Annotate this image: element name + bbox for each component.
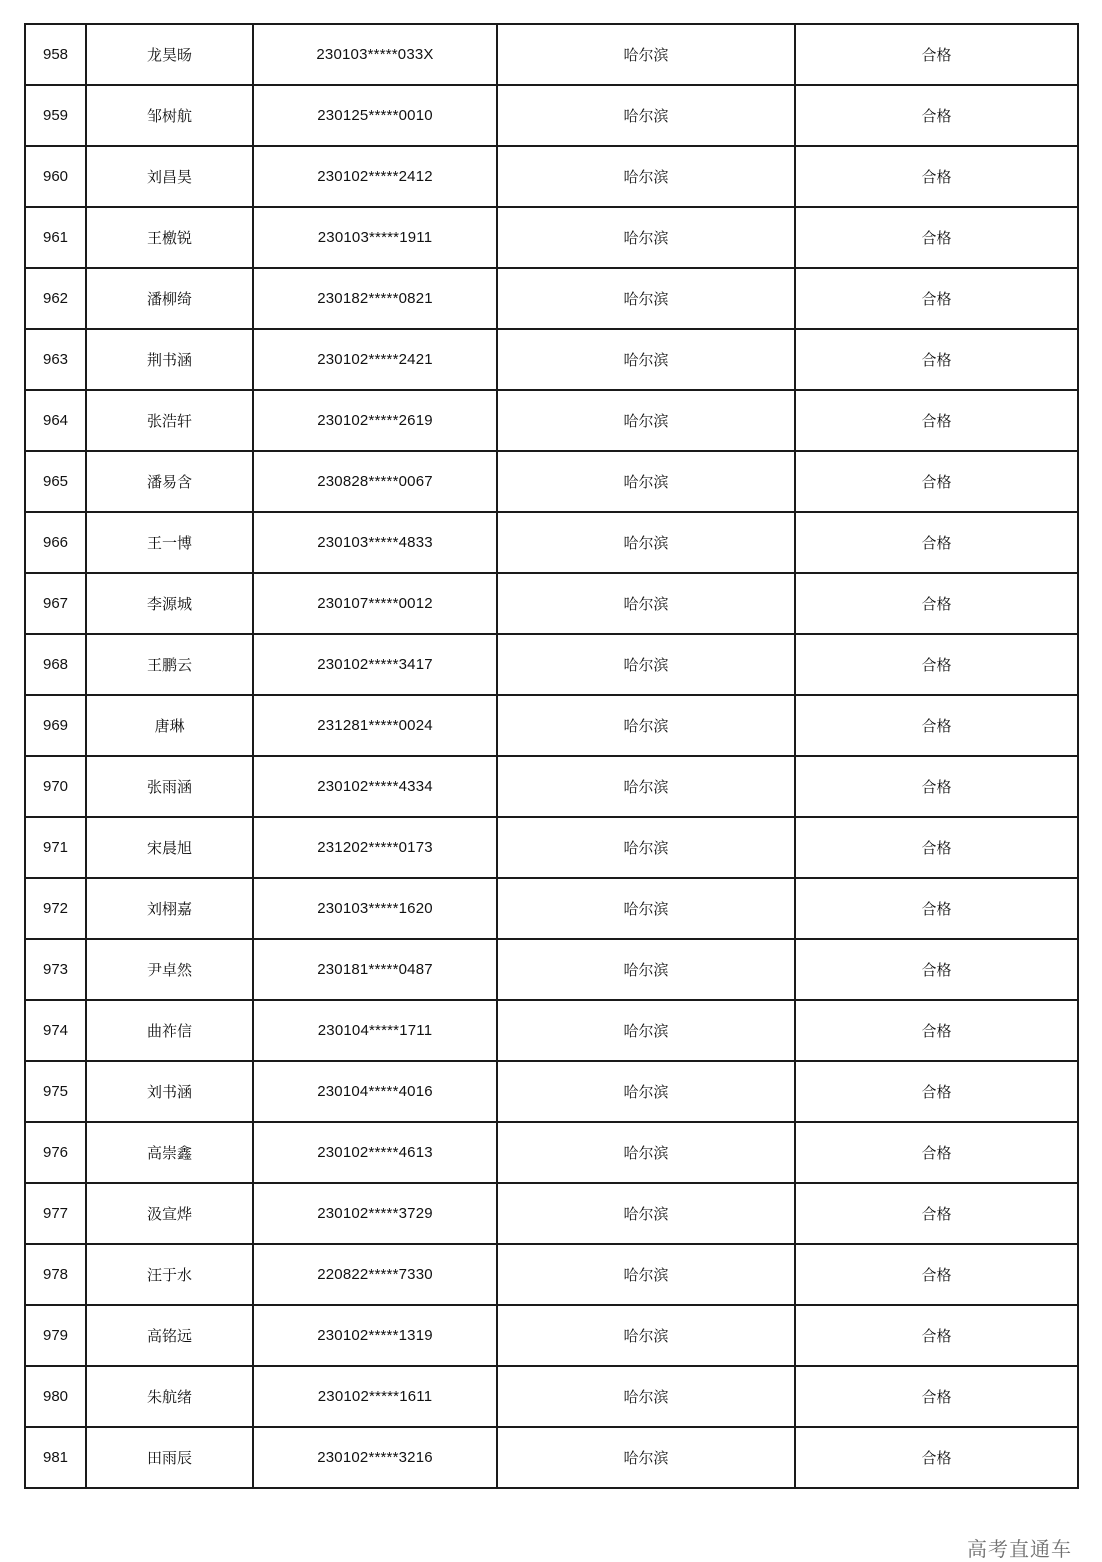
result-status: 合格 [795,634,1078,695]
student-name: 李源城 [86,573,253,634]
id-number: 230125*****0010 [253,85,497,146]
row-number: 975 [25,1061,86,1122]
result-status: 合格 [795,451,1078,512]
region: 哈尔滨 [497,1366,795,1427]
student-name: 尹卓然 [86,939,253,1000]
result-status: 合格 [795,573,1078,634]
row-number: 958 [25,24,86,85]
student-name: 潘易含 [86,451,253,512]
row-number: 965 [25,451,86,512]
result-status: 合格 [795,1000,1078,1061]
region: 哈尔滨 [497,390,795,451]
id-number: 230102*****4613 [253,1122,497,1183]
id-number: 230103*****033X [253,24,497,85]
id-number: 230103*****1911 [253,207,497,268]
table-row [25,146,1078,207]
row-number: 973 [25,939,86,1000]
id-number: 230828*****0067 [253,451,497,512]
id-number: 230104*****4016 [253,1061,497,1122]
id-number: 230181*****0487 [253,939,497,1000]
id-number: 230102*****2619 [253,390,497,451]
region: 哈尔滨 [497,146,795,207]
region: 哈尔滨 [497,207,795,268]
row-number: 960 [25,146,86,207]
table-row [25,695,1078,756]
table-row [25,268,1078,329]
id-number: 230102*****1319 [253,1305,497,1366]
table-row [25,573,1078,634]
id-number: 230102*****3417 [253,634,497,695]
table-row [25,451,1078,512]
table-row [25,1305,1078,1366]
result-status: 合格 [795,329,1078,390]
student-name: 唐琳 [86,695,253,756]
results-table [24,23,1079,1489]
result-status: 合格 [795,1122,1078,1183]
row-number: 971 [25,817,86,878]
result-status: 合格 [795,1183,1078,1244]
region: 哈尔滨 [497,1427,795,1488]
id-number: 220822*****7330 [253,1244,497,1305]
result-status: 合格 [795,207,1078,268]
region: 哈尔滨 [497,939,795,1000]
row-number: 968 [25,634,86,695]
region: 哈尔滨 [497,24,795,85]
row-number: 977 [25,1183,86,1244]
student-name: 龙昊旸 [86,24,253,85]
region: 哈尔滨 [497,329,795,390]
row-number: 978 [25,1244,86,1305]
result-status: 合格 [795,878,1078,939]
id-number: 230103*****1620 [253,878,497,939]
student-name: 朱航绪 [86,1366,253,1427]
region: 哈尔滨 [497,695,795,756]
table-row [25,390,1078,451]
row-number: 969 [25,695,86,756]
student-name: 宋晨旭 [86,817,253,878]
row-number: 972 [25,878,86,939]
table-row [25,634,1078,695]
id-number: 230103*****4833 [253,512,497,573]
table-row [25,512,1078,573]
result-status: 合格 [795,695,1078,756]
table-row [25,756,1078,817]
result-status: 合格 [795,1305,1078,1366]
student-name: 潘柳绮 [86,268,253,329]
student-name: 刘书涵 [86,1061,253,1122]
id-number: 231202*****0173 [253,817,497,878]
result-status: 合格 [795,390,1078,451]
id-number: 230102*****2421 [253,329,497,390]
region: 哈尔滨 [497,451,795,512]
id-number: 230102*****3729 [253,1183,497,1244]
region: 哈尔滨 [497,268,795,329]
row-number: 964 [25,390,86,451]
id-number: 230102*****3216 [253,1427,497,1488]
student-name: 高崇鑫 [86,1122,253,1183]
region: 哈尔滨 [497,1122,795,1183]
region: 哈尔滨 [497,1244,795,1305]
student-name: 田雨辰 [86,1427,253,1488]
row-number: 967 [25,573,86,634]
row-number: 959 [25,85,86,146]
region: 哈尔滨 [497,817,795,878]
id-number: 231281*****0024 [253,695,497,756]
region: 哈尔滨 [497,1061,795,1122]
result-status: 合格 [795,1366,1078,1427]
table-row [25,329,1078,390]
table-row [25,1000,1078,1061]
results-table-body [25,24,1078,1488]
table-row [25,1183,1078,1244]
student-name: 刘昌昊 [86,146,253,207]
region: 哈尔滨 [497,573,795,634]
result-status: 合格 [795,939,1078,1000]
table-row [25,817,1078,878]
result-status: 合格 [795,1061,1078,1122]
student-name: 王一博 [86,512,253,573]
student-name: 荆书涵 [86,329,253,390]
student-name: 汪于水 [86,1244,253,1305]
result-status: 合格 [795,817,1078,878]
table-row [25,207,1078,268]
id-number: 230102*****4334 [253,756,497,817]
table-row [25,1366,1078,1427]
id-number: 230182*****0821 [253,268,497,329]
result-status: 合格 [795,512,1078,573]
result-status: 合格 [795,756,1078,817]
id-number: 230102*****1611 [253,1366,497,1427]
table-row [25,1427,1078,1488]
student-name: 张浩轩 [86,390,253,451]
result-status: 合格 [795,146,1078,207]
region: 哈尔滨 [497,878,795,939]
row-number: 981 [25,1427,86,1488]
table-row [25,1122,1078,1183]
student-name: 张雨涵 [86,756,253,817]
student-name: 汲宣烨 [86,1183,253,1244]
student-name: 王檄锐 [86,207,253,268]
student-name: 刘栩嘉 [86,878,253,939]
table-row [25,939,1078,1000]
results-sheet [24,23,1077,1534]
student-name: 王鹏云 [86,634,253,695]
result-status: 合格 [795,85,1078,146]
student-name: 邹树航 [86,85,253,146]
region: 哈尔滨 [497,1305,795,1366]
table-row [25,878,1078,939]
region: 哈尔滨 [497,512,795,573]
watermark-text: 高考直通车 [965,1533,1074,1562]
result-status: 合格 [795,1427,1078,1488]
row-number: 963 [25,329,86,390]
result-status: 合格 [795,1244,1078,1305]
row-number: 979 [25,1305,86,1366]
table-row [25,85,1078,146]
region: 哈尔滨 [497,85,795,146]
student-name: 高铭远 [86,1305,253,1366]
table-row [25,1061,1078,1122]
region: 哈尔滨 [497,634,795,695]
row-number: 980 [25,1366,86,1427]
table-row [25,24,1078,85]
id-number: 230104*****1711 [253,1000,497,1061]
row-number: 970 [25,756,86,817]
result-status: 合格 [795,268,1078,329]
result-status: 合格 [795,24,1078,85]
id-number: 230102*****2412 [253,146,497,207]
region: 哈尔滨 [497,756,795,817]
table-row [25,1244,1078,1305]
region: 哈尔滨 [497,1000,795,1061]
row-number: 966 [25,512,86,573]
region: 哈尔滨 [497,1183,795,1244]
row-number: 976 [25,1122,86,1183]
student-name: 曲祚信 [86,1000,253,1061]
row-number: 974 [25,1000,86,1061]
id-number: 230107*****0012 [253,573,497,634]
row-number: 961 [25,207,86,268]
row-number: 962 [25,268,86,329]
